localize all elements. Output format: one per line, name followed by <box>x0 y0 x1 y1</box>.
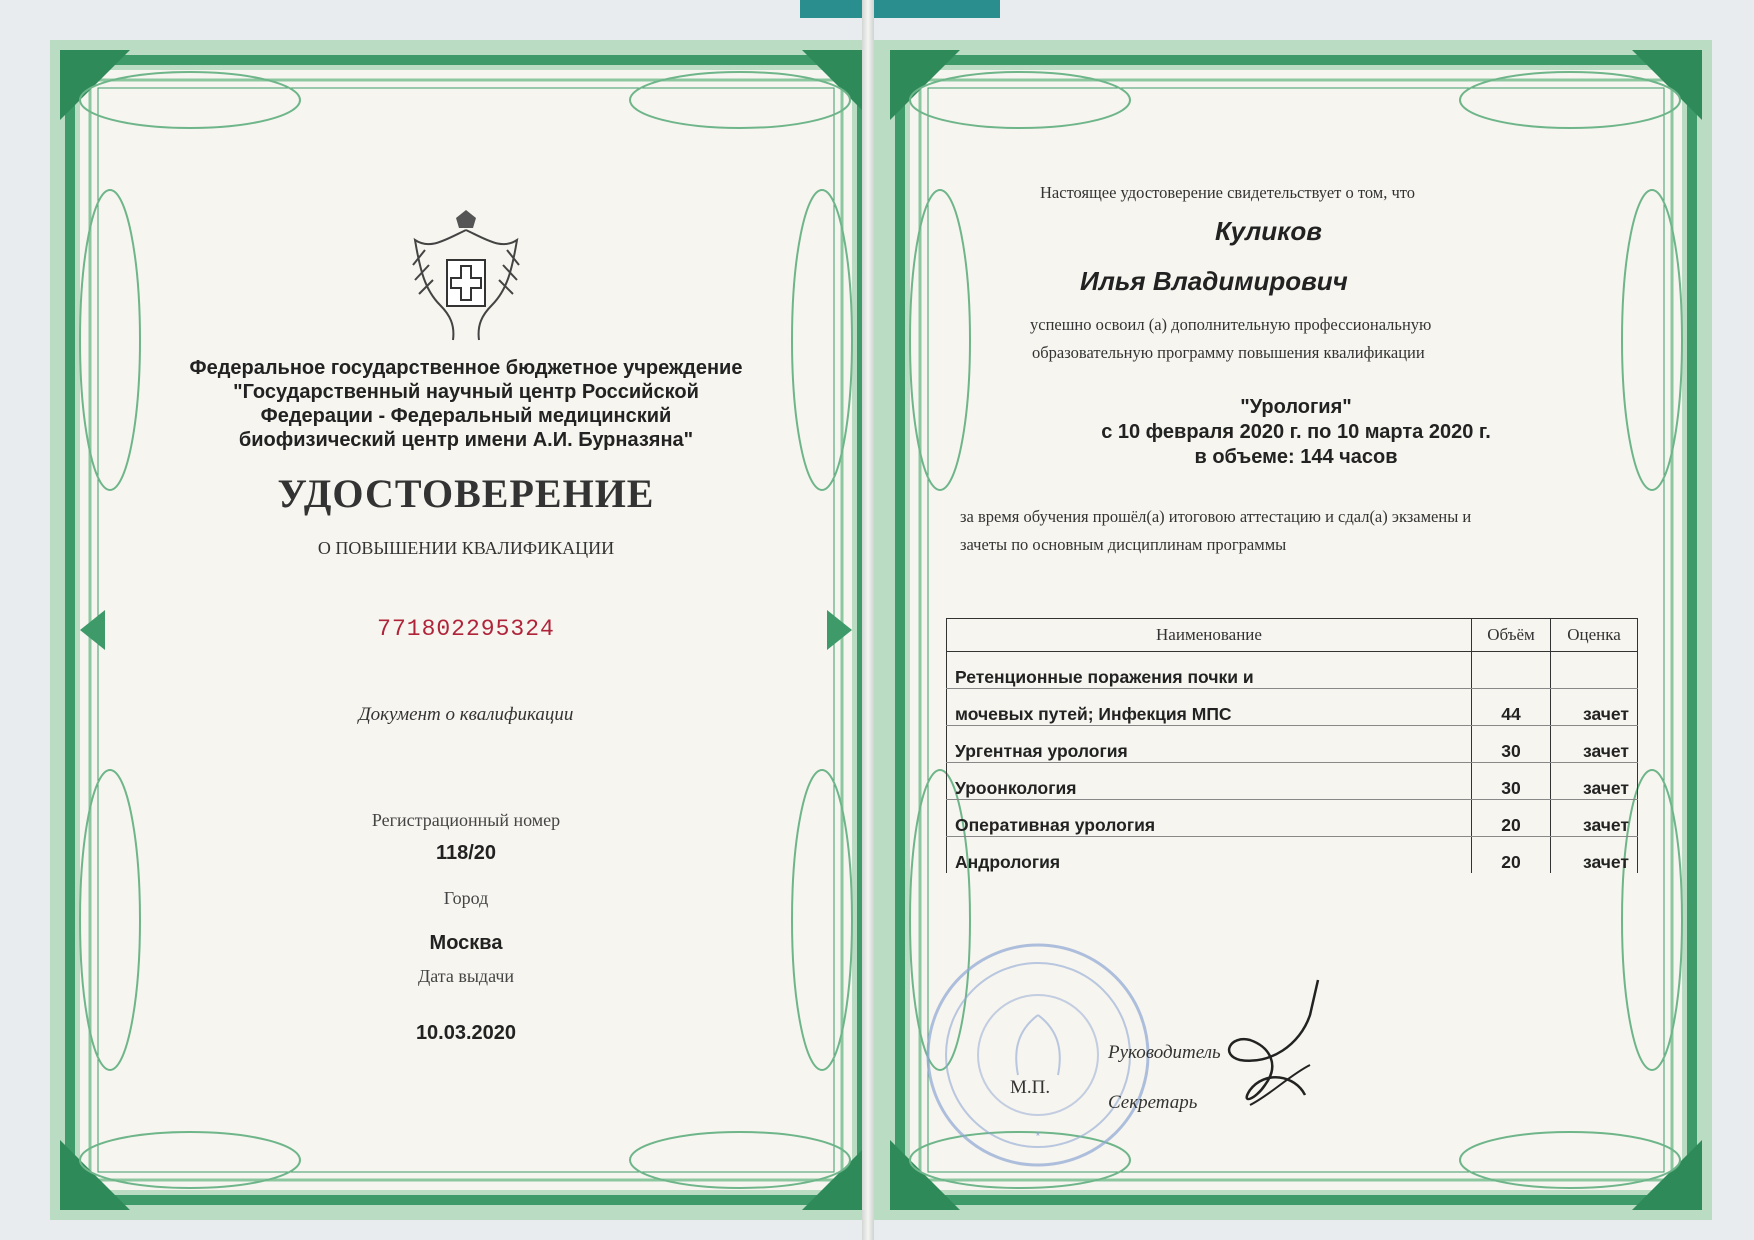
recipient-given-names: Илья Владимирович <box>1080 266 1348 296</box>
subject-name: Оперативная урология <box>947 800 1472 837</box>
subject-hours <box>1472 652 1551 689</box>
subject-grade: зачет <box>1551 837 1638 874</box>
right-page <box>880 40 1712 1220</box>
secretary-label: Секретарь <box>1108 1092 1198 1113</box>
exam-line: за время обучения прошёл(а) итоговою аттестацию и сдал(а) экзамены и <box>960 507 1472 526</box>
subject-name: Уроонкология <box>947 763 1472 800</box>
right-page-content <box>880 40 1712 1220</box>
reg-number: 118/20 <box>435 842 497 864</box>
subjects-table <box>946 618 1638 873</box>
book-spine <box>862 0 874 1240</box>
exam-line: зачеты по основным дисциплинам программы <box>960 535 1287 554</box>
city: Москва <box>429 932 503 954</box>
head-label: Руководитель <box>1108 1042 1221 1063</box>
subject-hours: 20 <box>1472 800 1551 837</box>
certificate-title: УДОСТОВЕРЕНИЕ <box>277 471 655 516</box>
table-row <box>947 652 1638 689</box>
column-header-hours: Объём <box>1472 619 1551 652</box>
serial-number: 771802295324 <box>377 616 555 642</box>
table-row <box>947 763 1638 800</box>
program-volume: в объеме: 144 часов <box>1194 446 1398 468</box>
recipient-surname: Куликов <box>1215 216 1322 246</box>
left-page-content <box>50 40 882 1220</box>
table-row <box>947 837 1638 874</box>
subject-hours: 30 <box>1472 763 1551 800</box>
cover-edge <box>800 0 1000 18</box>
city-label: Город <box>443 888 489 908</box>
table-row <box>947 689 1638 726</box>
document-kind: Документ о квалификации <box>358 704 574 725</box>
program-period: с 10 февраля 2020 г. по 10 марта 2020 г. <box>1101 421 1491 443</box>
stamp-placeholder-label: М.П. <box>1010 1077 1051 1098</box>
subject-grade: зачет <box>1551 726 1638 763</box>
org-line: Федеральное государственное бюджетное учреждение <box>189 357 743 379</box>
table-row <box>947 726 1638 763</box>
svg-text:*: * <box>1035 1129 1041 1143</box>
subject-grade: зачет <box>1551 689 1638 726</box>
organization-name <box>50 356 882 452</box>
intro-text: Настоящее удостоверение свидетельствует о том, что <box>1040 183 1416 202</box>
left-page <box>50 40 882 1220</box>
subject-name: Ургентная урология <box>947 726 1472 763</box>
completed-line: образовательную программу повышения квалификации <box>1032 343 1425 362</box>
subject-hours: 20 <box>1472 837 1551 874</box>
reg-number-label: Регистрационный номер <box>371 810 561 830</box>
subject-grade <box>1551 652 1638 689</box>
subject-hours: 30 <box>1472 726 1551 763</box>
org-line: биофизический центр имени А.И. Бурназяна" <box>238 429 694 451</box>
org-line: "Государственный научный центр Российской <box>233 381 699 403</box>
program-name: "Урология" <box>1240 396 1352 418</box>
certificate-subtitle: О ПОВЫШЕНИИ КВАЛИФИКАЦИИ <box>317 538 615 558</box>
issue-date-label: Дата выдачи <box>417 966 515 986</box>
handwritten-signature-icon <box>1210 975 1350 1125</box>
column-header-name: Наименование <box>947 619 1472 652</box>
subject-hours: 44 <box>1472 689 1551 726</box>
column-header-grade: Оценка <box>1551 619 1638 652</box>
subject-name: Ретенционные поражения почки и <box>947 652 1472 689</box>
subject-name: Андрология <box>947 837 1472 874</box>
emblem-double-headed-eagle-icon <box>405 210 527 350</box>
table-row <box>947 800 1638 837</box>
subject-grade: зачет <box>1551 800 1638 837</box>
table-header-row <box>947 619 1638 652</box>
subject-name: мочевых путей; Инфекция МПС <box>947 689 1472 726</box>
subject-grade: зачет <box>1551 763 1638 800</box>
org-line: Федерации - Федеральный медицинский <box>260 405 672 427</box>
issue-date: 10.03.2020 <box>415 1022 517 1044</box>
completed-line: успешно освоил (а) дополнительную профессиональную <box>1030 315 1432 334</box>
